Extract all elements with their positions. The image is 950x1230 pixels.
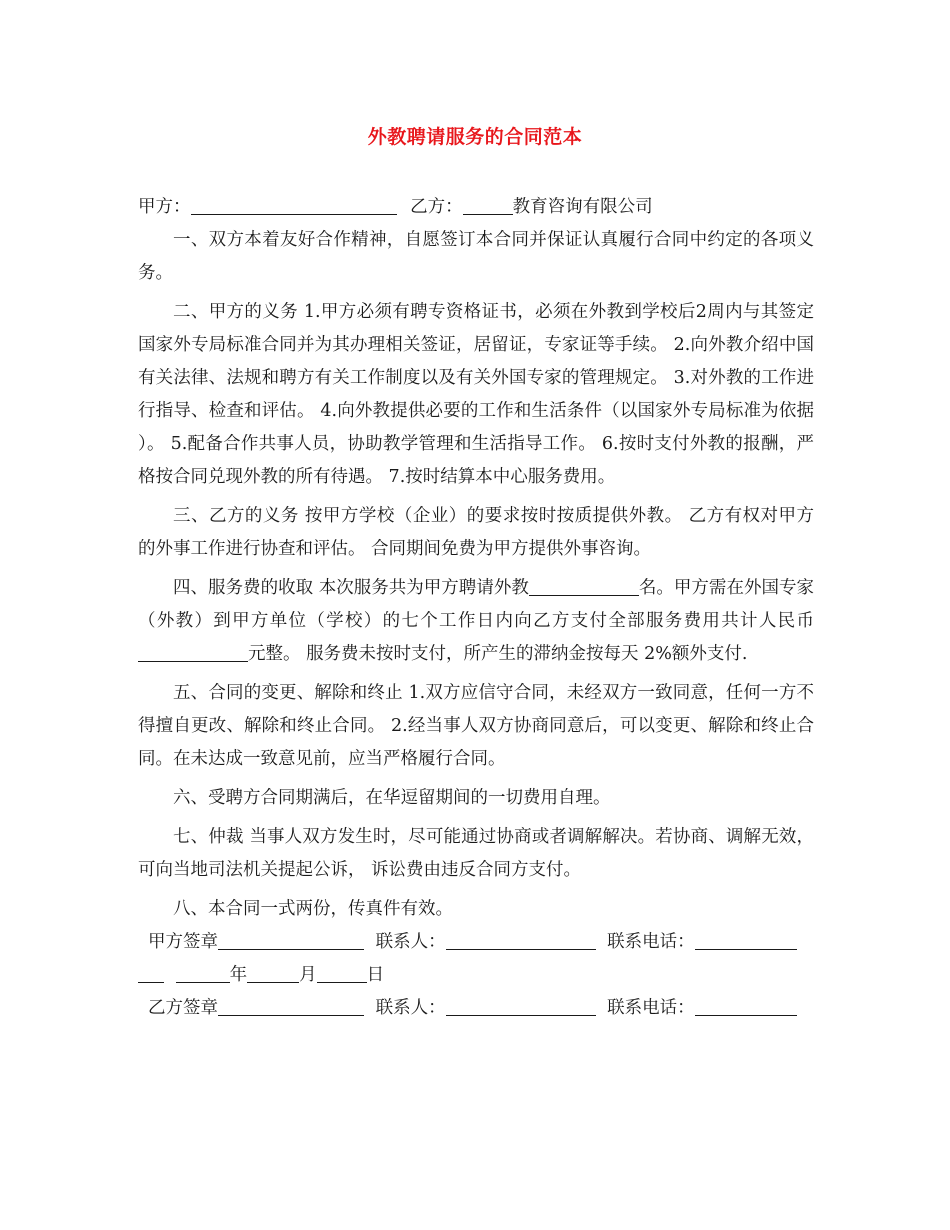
clause-7: 七、仲裁 当事人双方发生时，尽可能通过协商或者调解解决。若协商、调解无效，可向当地司法机关提起公诉， 诉讼费由违反合同方支付。	[138, 827, 814, 880]
parties-line	[138, 191, 814, 224]
phone-blank-continued	[138, 964, 164, 983]
party-a-blank	[191, 196, 397, 215]
party-a-contact-blank	[446, 931, 596, 950]
year-blank	[176, 964, 230, 983]
teacher-count-blank	[529, 577, 639, 596]
party-b-seal-blank	[218, 997, 364, 1016]
contract-body	[138, 191, 814, 1025]
clause-4-part2: 名。甲方需在外国专家（外教）到甲方单位（学校）的七个工作日内向乙方支付全部服务费用共计人民币	[138, 578, 815, 631]
party-b-seal-label: 乙方签章	[148, 998, 218, 1018]
clause-6: 六、受聘方合同期满后，在华逗留期间的一切费用自理。	[173, 788, 611, 808]
party-b-phone-label: 联系电话：	[607, 998, 695, 1018]
party-a-phone-blank	[695, 931, 797, 950]
date-line	[138, 959, 814, 992]
day-label: 日	[366, 965, 385, 985]
month-blank	[247, 964, 299, 983]
clause-8: 八、本合同一式两份，传真件有效。	[173, 899, 453, 919]
clause-4-part1: 四、服务费的收取 本次服务共为甲方聘请外教	[173, 578, 529, 598]
document-title: 外教聘请服务的合同范本	[367, 126, 583, 148]
party-a-phone-label: 联系电话：	[607, 932, 695, 952]
clause-5: 五、合同的变更、解除和终止 1.双方应信守合同，未经双方一致同意，任何一方不得擅自更改、解除和终止合同。 2.经当事人双方协商同意后，可以变更、解除和终止合同。在未达成一致意见前，应当严格履行合同。	[138, 683, 814, 769]
clause-3: 三、乙方的义务 按甲方学校（企业）的要求按时按质提供外教。 乙方有权对甲方的外事工作进行协查和评估。 合同期间免费为甲方提供外事咨询。	[138, 506, 814, 559]
party-b-label: 乙方：	[410, 197, 463, 217]
clause-4-part3: 元整。 服务费未按时支付，所产生的滞纳金按每天 2%额外支付.	[248, 644, 748, 664]
clause-2: 二、甲方的义务 1.甲方必须有聘专资格证书，必须在外教到学校后2周内与其签定国家外专局标准合同并为其办理相关签证，居留证，专家证等手续。 2.向外教介绍中国有关法律、法规和聘方有关工作制度以及有关外国专家的管理规定。 3.对外教的工作进行指导、检查和评估。 4.向外教提供必要的工作和生活条件（以国家外专局标准为依据 ）。 5.配备合作共事人员，协助教学管理和生活指导工作。 6.按时支付外教的报酬，严格按合同兑现外教的所有待遇。 7.按时结算本中心服务费用。	[138, 302, 814, 487]
party-b-contact-blank	[446, 997, 596, 1016]
party-a-seal-blank	[218, 931, 364, 950]
party-b-contact-label: 联系人：	[375, 998, 446, 1018]
party-b-phone-blank	[695, 997, 797, 1016]
party-b-suffix: 教育咨询有限公司	[512, 197, 653, 217]
clause-4	[138, 572, 814, 671]
party-a-label: 甲方：	[138, 197, 191, 217]
party-b-signature-line	[138, 992, 814, 1025]
fee-amount-blank	[138, 643, 248, 662]
party-b-blank	[463, 196, 513, 215]
day-blank	[317, 964, 367, 983]
month-label: 月	[299, 965, 317, 985]
party-a-seal-label: 甲方签章	[148, 932, 218, 952]
party-a-contact-label: 联系人：	[375, 932, 446, 952]
clause-1: 一、双方本着友好合作精神，自愿签订本合同并保证认真履行合同中约定的各项义务。	[138, 230, 814, 283]
party-a-signature-line	[138, 926, 814, 959]
year-label: 年	[229, 965, 248, 985]
